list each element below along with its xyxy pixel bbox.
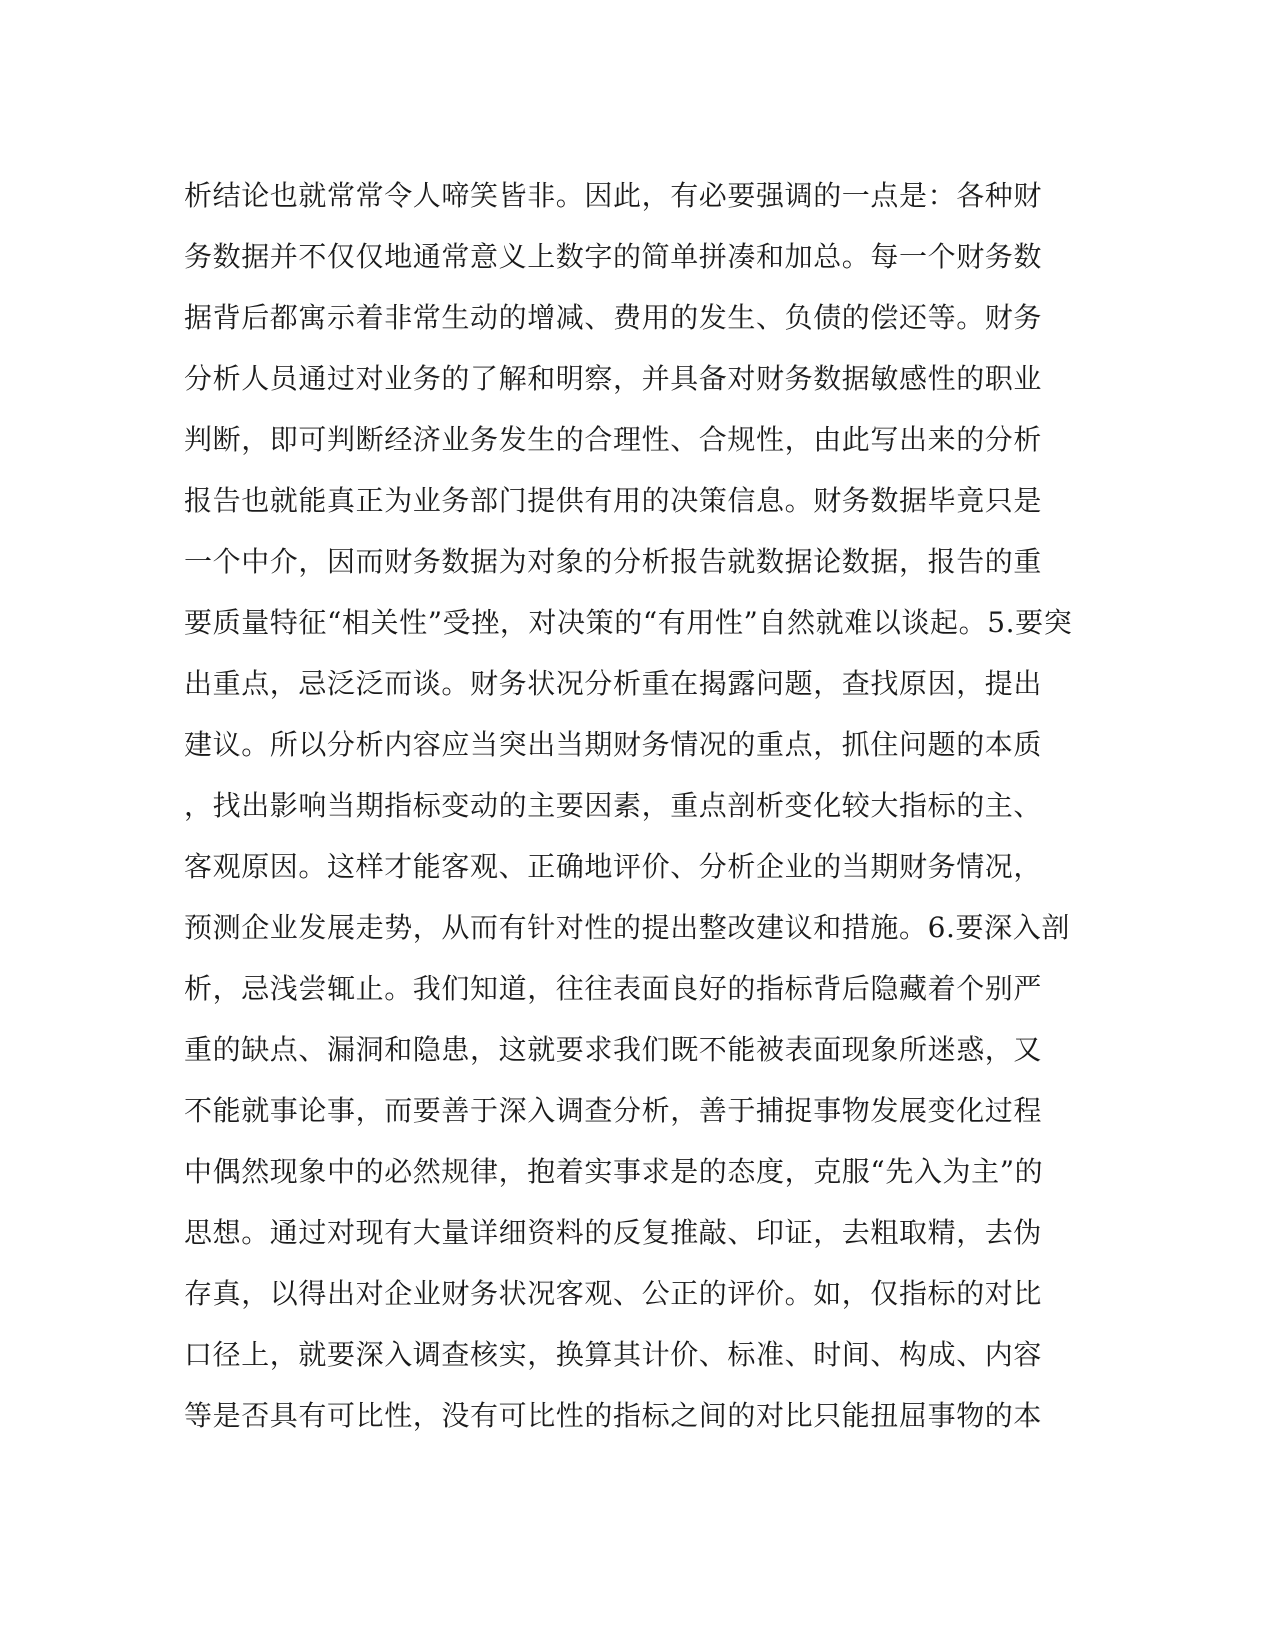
body-paragraph bbox=[184, 165, 1073, 1446]
text-line: 出重点，忌泛泛而谈。财务状况分析重在揭露问题，查找原因，提出 bbox=[184, 667, 1043, 700]
text-line: 重的缺点、漏洞和隐患，这就要求我们既不能被表面现象所迷惑，又 bbox=[184, 1033, 1043, 1066]
text-line: 不能就事论事，而要善于深入调查分析，善于捕捉事物发展变化过程 bbox=[184, 1094, 1043, 1127]
text-line: 据背后都寓示着非常生动的增减、费用的发生、负债的偿还等。财务 bbox=[184, 301, 1043, 334]
text-line: 一个中介，因而财务数据为对象的分析报告就数据论数据，报告的重 bbox=[184, 545, 1043, 578]
text-line: 预测企业发展走势，从而有针对性的提出整改建议和措施。6.要深入剖 bbox=[184, 911, 1070, 944]
text-line: 析，忌浅尝辄止。我们知道，往往表面良好的指标背后隐藏着个别严 bbox=[184, 972, 1043, 1005]
text-line: 务数据并不仅仅地通常意义上数字的简单拼凑和加总。每一个财务数 bbox=[184, 240, 1043, 273]
text-line: 建议。所以分析内容应当突出当期财务情况的重点，抓住问题的本质 bbox=[184, 728, 1043, 761]
text-line: 存真，以得出对企业财务状况客观、公正的评价。如，仅指标的对比 bbox=[184, 1277, 1043, 1310]
text-line: 要质量特征“相关性”受挫，对决策的“有用性”自然就难以谈起。5.要突 bbox=[184, 606, 1073, 639]
text-line: 中偶然现象中的必然规律，抱着实事求是的态度，克服“先入为主”的 bbox=[184, 1155, 1044, 1188]
text-line: 口径上，就要深入调查核实，换算其计价、标准、时间、构成、内容 bbox=[184, 1338, 1043, 1371]
text-line: 分析人员通过对业务的了解和明察，并具备对财务数据敏感性的职业 bbox=[184, 362, 1043, 395]
text-line: 报告也就能真正为业务部门提供有用的决策信息。财务数据毕竟只是 bbox=[184, 484, 1043, 517]
text-line: ，找出影响当期指标变动的主要因素，重点剖析变化较大指标的主、 bbox=[184, 789, 1043, 822]
text-line: 思想。通过对现有大量详细资料的反复推敲、印证，去粗取精，去伪 bbox=[184, 1216, 1043, 1249]
text-line: 等是否具有可比性，没有可比性的指标之间的对比只能扭屈事物的本 bbox=[184, 1399, 1043, 1432]
text-line: 判断，即可判断经济业务发生的合理性、合规性，由此写出来的分析 bbox=[184, 423, 1043, 456]
text-line: 客观原因。这样才能客观、正确地评价、分析企业的当期财务情况， bbox=[184, 850, 1043, 883]
text-line: 析结论也就常常令人啼笑皆非。因此，有必要强调的一点是：各种财 bbox=[184, 179, 1043, 212]
